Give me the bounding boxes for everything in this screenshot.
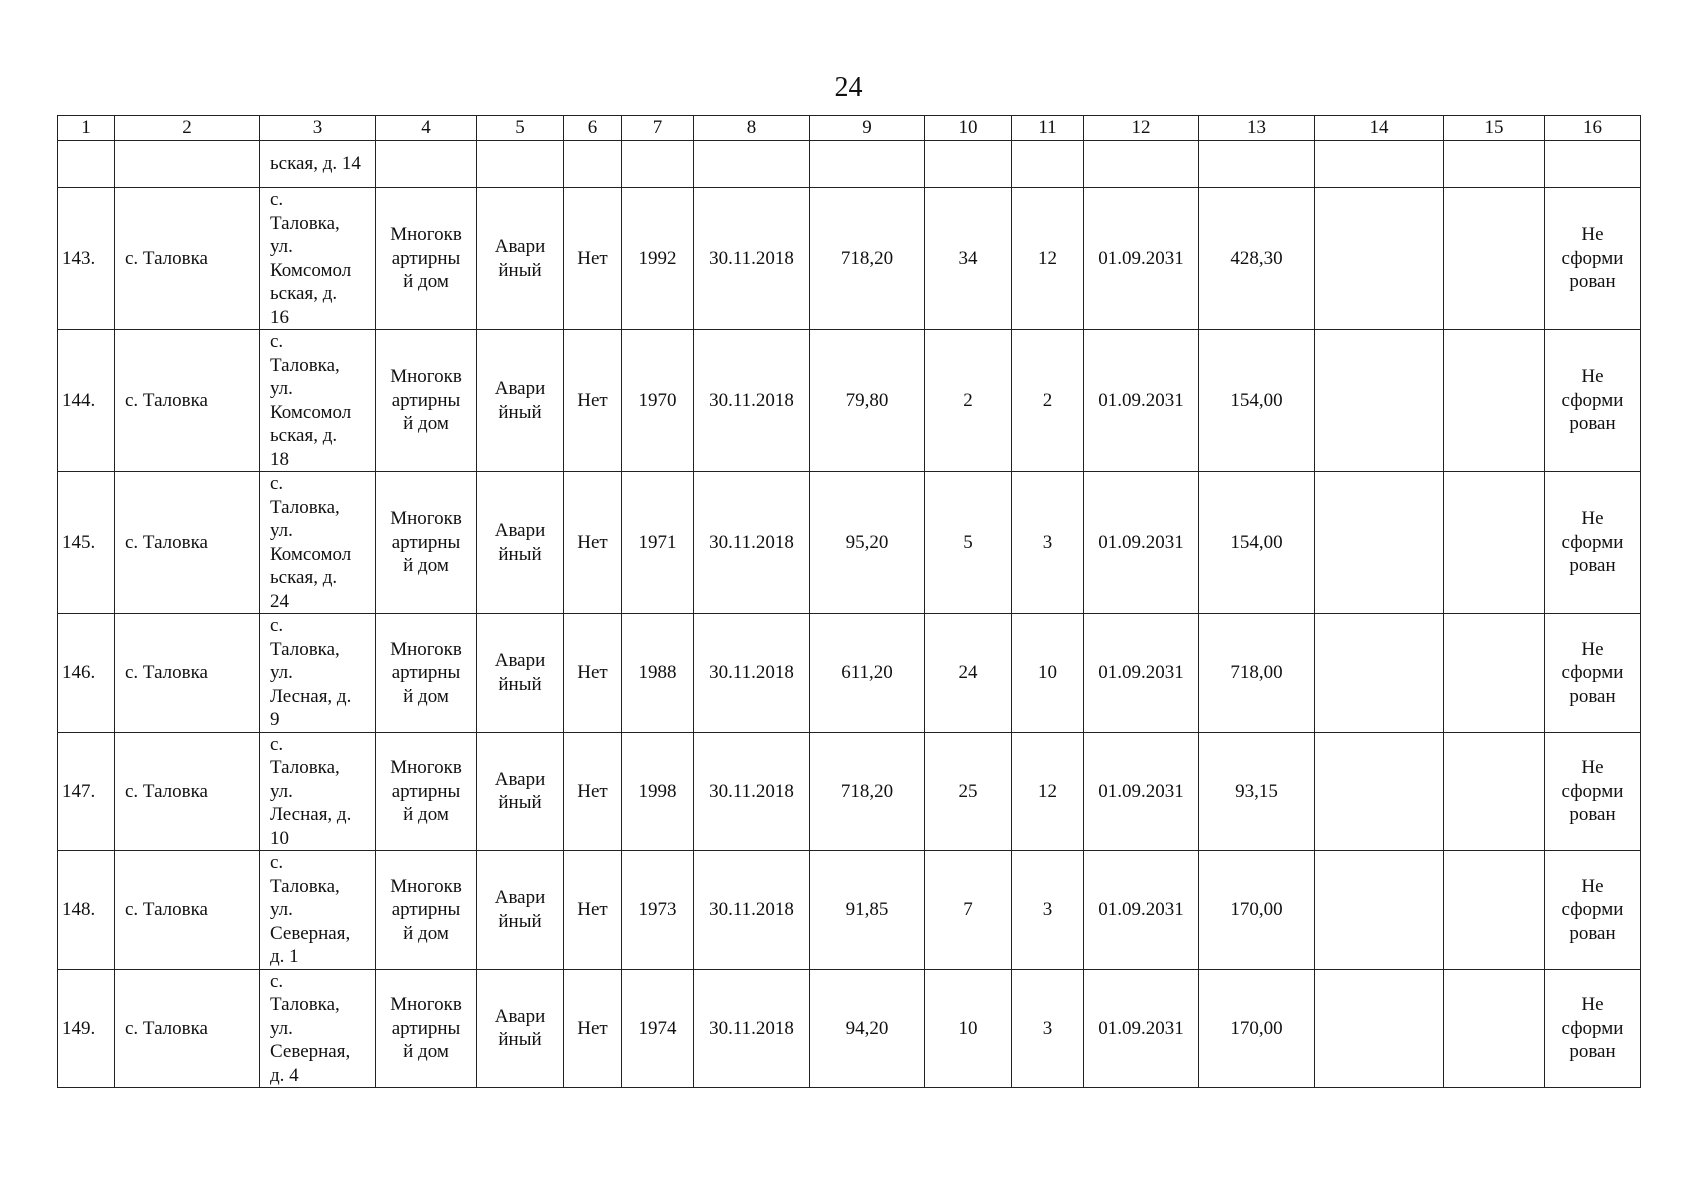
- column-header-16: 16: [1545, 116, 1641, 141]
- cell-building-type: Многокв артирны й дом: [376, 732, 477, 851]
- cell-col11: 2: [1012, 330, 1084, 472]
- cell-status: Авари йный: [477, 851, 564, 970]
- cell-col11: 12: [1012, 732, 1084, 851]
- cell-deadline: [1084, 141, 1199, 188]
- column-header-2: 2: [115, 116, 260, 141]
- cell-col6: Нет: [564, 330, 622, 472]
- cell-num: 149.: [58, 969, 115, 1088]
- cell-col14: [1315, 969, 1444, 1088]
- cell-col13: 170,00: [1199, 851, 1315, 970]
- cell-num: 145.: [58, 472, 115, 614]
- cell-year: 1974: [622, 969, 694, 1088]
- column-header-4: 4: [376, 116, 477, 141]
- cell-settlement: с. Таловка: [115, 614, 260, 733]
- table-row: [58, 851, 1641, 970]
- page-number: 24: [834, 72, 863, 103]
- cell-date: 30.11.2018: [694, 732, 810, 851]
- cell-col15: [1444, 330, 1545, 472]
- cell-num: 144.: [58, 330, 115, 472]
- cell-status: Авари йный: [477, 188, 564, 330]
- column-header-11: 11: [1012, 116, 1084, 141]
- cell-col10: 34: [925, 188, 1012, 330]
- cell-note: Не сформи рован: [1545, 969, 1641, 1088]
- cell-col11: 3: [1012, 969, 1084, 1088]
- cell-address: с. Таловка, ул. Комсомол ьская, д. 24: [260, 472, 376, 614]
- cell-col14: [1315, 330, 1444, 472]
- cell-col15: [1444, 614, 1545, 733]
- cell-col6: Нет: [564, 188, 622, 330]
- cell-date: 30.11.2018: [694, 472, 810, 614]
- cell-col13: 154,00: [1199, 472, 1315, 614]
- column-header-13: 13: [1199, 116, 1315, 141]
- cell-col15: [1444, 851, 1545, 970]
- column-header-8: 8: [694, 116, 810, 141]
- cell-settlement: с. Таловка: [115, 969, 260, 1088]
- cell-col14: [1315, 851, 1444, 970]
- cell-building-type: Многокв артирны й дом: [376, 188, 477, 330]
- cell-deadline: 01.09.2031: [1084, 330, 1199, 472]
- column-header-15: 15: [1444, 116, 1545, 141]
- cell-year: [622, 141, 694, 188]
- cell-date: 30.11.2018: [694, 614, 810, 733]
- cell-col13: 718,00: [1199, 614, 1315, 733]
- cell-col11: 3: [1012, 851, 1084, 970]
- cell-date: 30.11.2018: [694, 330, 810, 472]
- cell-col11: [1012, 141, 1084, 188]
- cell-year: 1973: [622, 851, 694, 970]
- column-header-5: 5: [477, 116, 564, 141]
- cell-col15: [1444, 188, 1545, 330]
- cell-col10: [925, 141, 1012, 188]
- cell-address: с. Таловка, ул. Комсомол ьская, д. 18: [260, 330, 376, 472]
- continuation-row: [58, 141, 1641, 188]
- cell-area: 91,85: [810, 851, 925, 970]
- column-header-1: 1: [58, 116, 115, 141]
- cell-building-type: Многокв артирны й дом: [376, 851, 477, 970]
- cell-address: ьская, д. 14: [260, 141, 376, 188]
- cell-col15: [1444, 472, 1545, 614]
- cell-deadline: 01.09.2031: [1084, 732, 1199, 851]
- cell-area: [810, 141, 925, 188]
- cell-building-type: Многокв артирны й дом: [376, 614, 477, 733]
- cell-col15: [1444, 141, 1545, 188]
- cell-building-type: [376, 141, 477, 188]
- table-row: [58, 188, 1641, 330]
- cell-year: 1970: [622, 330, 694, 472]
- cell-col10: 7: [925, 851, 1012, 970]
- cell-address: с. Таловка, ул. Лесная, д. 10: [260, 732, 376, 851]
- cell-col14: [1315, 732, 1444, 851]
- cell-col13: 170,00: [1199, 969, 1315, 1088]
- cell-col13: [1199, 141, 1315, 188]
- cell-col6: [564, 141, 622, 188]
- cell-col10: 10: [925, 969, 1012, 1088]
- cell-building-type: Многокв артирны й дом: [376, 472, 477, 614]
- cell-settlement: с. Таловка: [115, 472, 260, 614]
- cell-col6: Нет: [564, 472, 622, 614]
- cell-year: 1971: [622, 472, 694, 614]
- column-header-9: 9: [810, 116, 925, 141]
- cell-area: 718,20: [810, 732, 925, 851]
- cell-col6: Нет: [564, 969, 622, 1088]
- cell-deadline: 01.09.2031: [1084, 969, 1199, 1088]
- cell-note: [1545, 141, 1641, 188]
- cell-num: 147.: [58, 732, 115, 851]
- cell-note: Не сформи рован: [1545, 851, 1641, 970]
- cell-area: 94,20: [810, 969, 925, 1088]
- table-row: [58, 330, 1641, 472]
- column-header-3: 3: [260, 116, 376, 141]
- cell-date: 30.11.2018: [694, 851, 810, 970]
- cell-col15: [1444, 969, 1545, 1088]
- cell-settlement: с. Таловка: [115, 851, 260, 970]
- cell-col11: 12: [1012, 188, 1084, 330]
- cell-status: [477, 141, 564, 188]
- table-row: [58, 472, 1641, 614]
- cell-col6: Нет: [564, 851, 622, 970]
- column-header-10: 10: [925, 116, 1012, 141]
- table-row: [58, 732, 1641, 851]
- cell-status: Авари йный: [477, 330, 564, 472]
- cell-col10: 2: [925, 330, 1012, 472]
- cell-year: 1988: [622, 614, 694, 733]
- cell-deadline: 01.09.2031: [1084, 614, 1199, 733]
- cell-note: Не сформи рован: [1545, 330, 1641, 472]
- cell-year: 1992: [622, 188, 694, 330]
- cell-area: 611,20: [810, 614, 925, 733]
- cell-col10: 25: [925, 732, 1012, 851]
- cell-col13: 93,15: [1199, 732, 1315, 851]
- cell-date: [694, 141, 810, 188]
- table-row: [58, 969, 1641, 1088]
- column-header-7: 7: [622, 116, 694, 141]
- cell-settlement: с. Таловка: [115, 188, 260, 330]
- cell-num: 143.: [58, 188, 115, 330]
- column-header-12: 12: [1084, 116, 1199, 141]
- cell-note: Не сформи рован: [1545, 614, 1641, 733]
- cell-col11: 3: [1012, 472, 1084, 614]
- cell-col14: [1315, 141, 1444, 188]
- cell-building-type: Многокв артирны й дом: [376, 330, 477, 472]
- column-number-header-row: [58, 116, 1641, 141]
- cell-col10: 5: [925, 472, 1012, 614]
- cell-deadline: 01.09.2031: [1084, 851, 1199, 970]
- housing-register-table: [57, 115, 1641, 1088]
- cell-num: [58, 141, 115, 188]
- cell-date: 30.11.2018: [694, 188, 810, 330]
- cell-col13: 154,00: [1199, 330, 1315, 472]
- cell-note: Не сформи рован: [1545, 188, 1641, 330]
- cell-status: Авари йный: [477, 472, 564, 614]
- cell-col10: 24: [925, 614, 1012, 733]
- cell-status: Авари йный: [477, 614, 564, 733]
- cell-col13: 428,30: [1199, 188, 1315, 330]
- cell-num: 146.: [58, 614, 115, 733]
- cell-col15: [1444, 732, 1545, 851]
- cell-col6: Нет: [564, 614, 622, 733]
- cell-col14: [1315, 472, 1444, 614]
- cell-col14: [1315, 614, 1444, 733]
- cell-area: 95,20: [810, 472, 925, 614]
- cell-address: с. Таловка, ул. Северная, д. 1: [260, 851, 376, 970]
- cell-date: 30.11.2018: [694, 969, 810, 1088]
- cell-address: с. Таловка, ул. Комсомол ьская, д. 16: [260, 188, 376, 330]
- cell-col6: Нет: [564, 732, 622, 851]
- cell-status: Авари йный: [477, 969, 564, 1088]
- cell-note: Не сформи рован: [1545, 732, 1641, 851]
- cell-deadline: 01.09.2031: [1084, 472, 1199, 614]
- column-header-6: 6: [564, 116, 622, 141]
- cell-building-type: Многокв артирны й дом: [376, 969, 477, 1088]
- cell-settlement: с. Таловка: [115, 330, 260, 472]
- cell-num: 148.: [58, 851, 115, 970]
- cell-address: с. Таловка, ул. Северная, д. 4: [260, 969, 376, 1088]
- table-row: [58, 614, 1641, 733]
- cell-status: Авари йный: [477, 732, 564, 851]
- cell-settlement: [115, 141, 260, 188]
- cell-col14: [1315, 188, 1444, 330]
- cell-settlement: с. Таловка: [115, 732, 260, 851]
- cell-deadline: 01.09.2031: [1084, 188, 1199, 330]
- column-header-14: 14: [1315, 116, 1444, 141]
- cell-area: 79,80: [810, 330, 925, 472]
- cell-note: Не сформи рован: [1545, 472, 1641, 614]
- cell-year: 1998: [622, 732, 694, 851]
- cell-col11: 10: [1012, 614, 1084, 733]
- cell-address: с. Таловка, ул. Лесная, д. 9: [260, 614, 376, 733]
- cell-area: 718,20: [810, 188, 925, 330]
